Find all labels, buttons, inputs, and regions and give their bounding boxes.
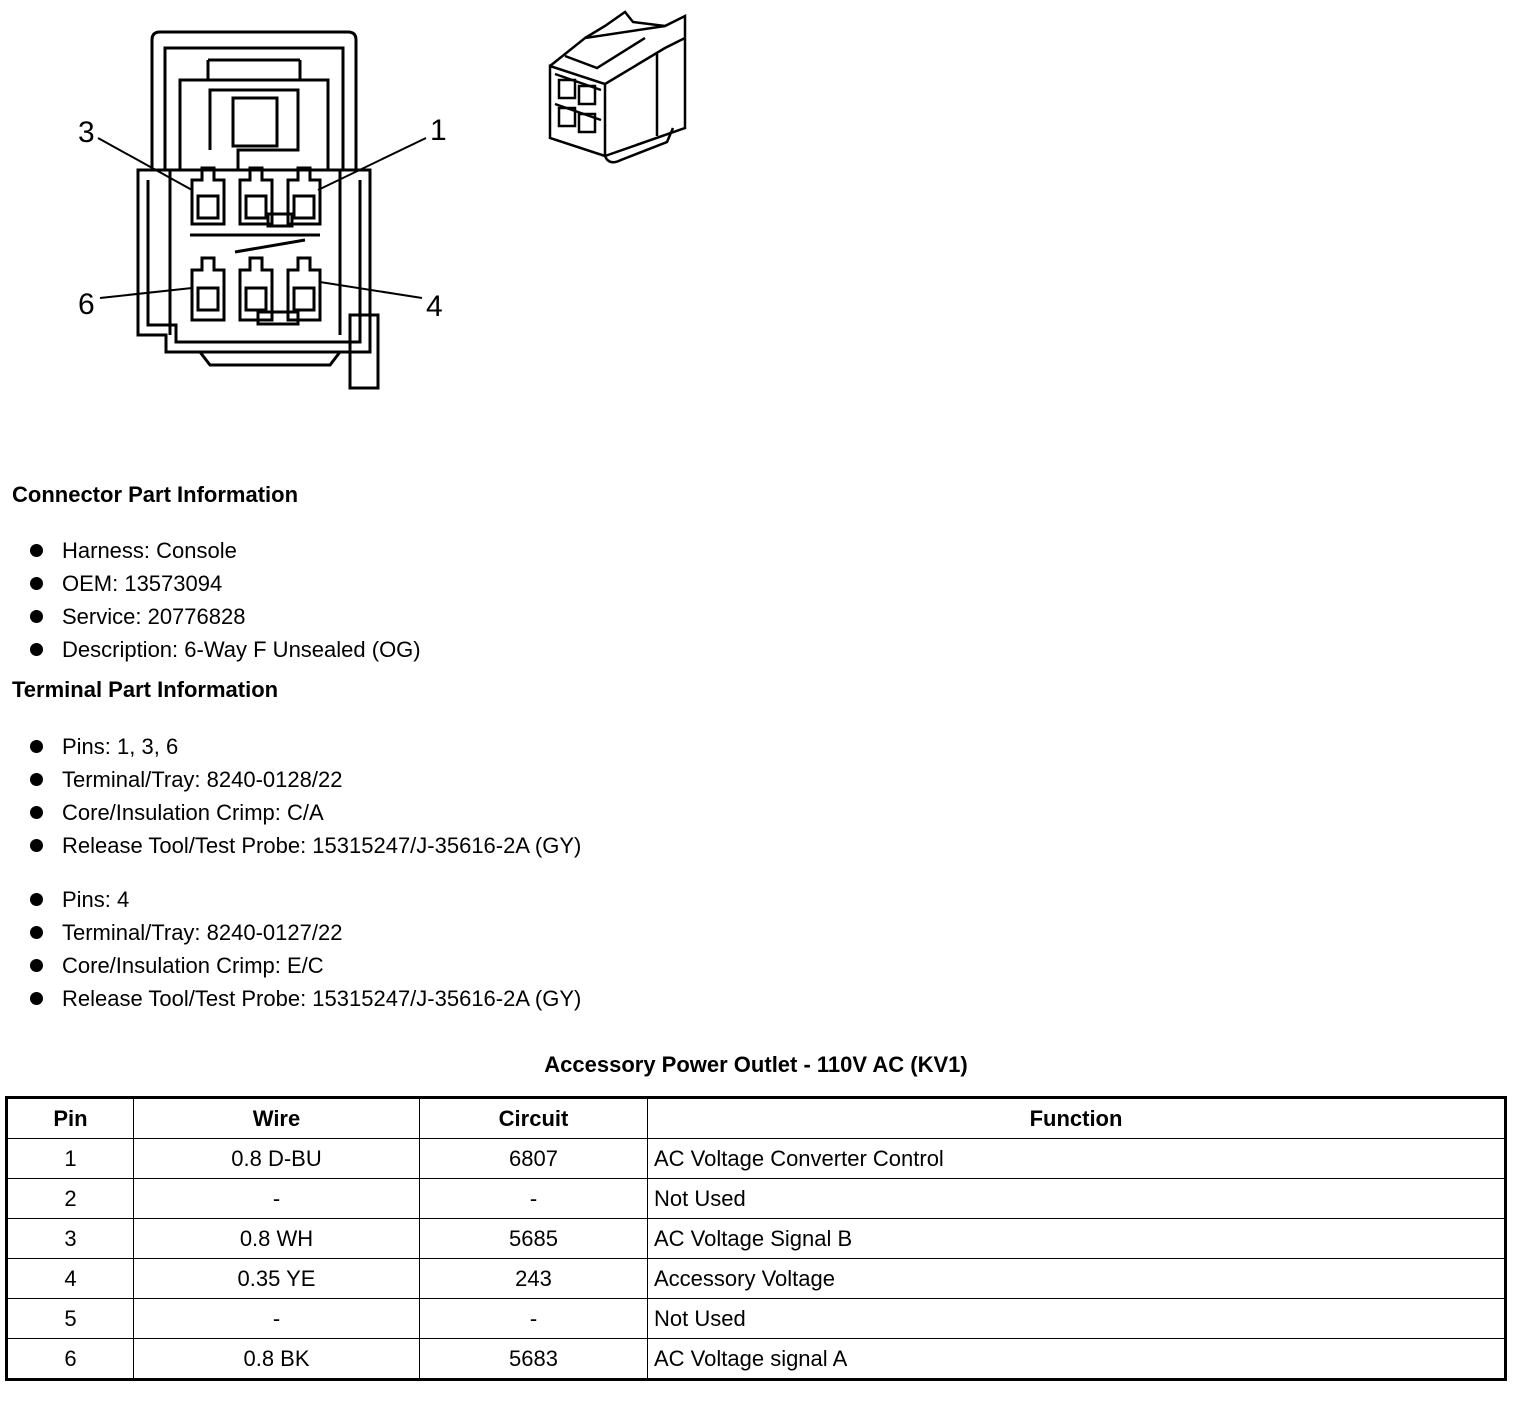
- pin-label-1: 1: [430, 114, 447, 147]
- list-item: Service: 20776828: [30, 600, 421, 633]
- pinout-table: [5, 1096, 1507, 1381]
- list-item: Core/Insulation Crimp: C/A: [30, 796, 581, 829]
- cell-pin: 5: [7, 1299, 134, 1339]
- cell-wire: 0.35 YE: [134, 1259, 420, 1299]
- table-row: [7, 1339, 1506, 1380]
- cell-function: AC Voltage signal A: [648, 1339, 1506, 1380]
- table-row: [7, 1219, 1506, 1259]
- cell-circuit: 6807: [420, 1139, 648, 1179]
- terminal-part-heading: Terminal Part Information: [12, 677, 279, 702]
- pin-label-6: 6: [78, 288, 95, 321]
- table-row: [7, 1259, 1506, 1299]
- connector-part-heading: Connector Part Information: [12, 482, 299, 507]
- cell-circuit: 5683: [420, 1339, 648, 1380]
- terminal-part-list-2: [30, 883, 581, 1015]
- table-header-row: [7, 1098, 1506, 1139]
- terminal-part-list-1: [30, 730, 581, 862]
- list-item: OEM: 13573094: [30, 567, 421, 600]
- table-row: [7, 1299, 1506, 1339]
- cell-function: AC Voltage Signal B: [648, 1219, 1506, 1259]
- list-item: Release Tool/Test Probe: 15315247/J-35616-2A (GY): [30, 982, 581, 1015]
- table-row: [7, 1179, 1506, 1219]
- cell-circuit: -: [420, 1299, 648, 1339]
- cell-circuit: 243: [420, 1259, 648, 1299]
- cell-circuit: -: [420, 1179, 648, 1219]
- header-function: Function: [648, 1098, 1506, 1139]
- cell-wire: -: [134, 1299, 420, 1339]
- list-item: Core/Insulation Crimp: E/C: [30, 949, 581, 982]
- list-item: Release Tool/Test Probe: 15315247/J-35616-2A (GY): [30, 829, 581, 862]
- cell-pin: 2: [7, 1179, 134, 1219]
- header-wire: Wire: [134, 1098, 420, 1139]
- cell-function: Accessory Voltage: [648, 1259, 1506, 1299]
- list-item: Pins: 4: [30, 883, 581, 916]
- cell-function: Not Used: [648, 1179, 1506, 1219]
- cell-pin: 6: [7, 1339, 134, 1380]
- table-caption: Accessory Power Outlet - 110V AC (KV1): [544, 1052, 968, 1077]
- list-item: Pins: 1, 3, 6: [30, 730, 581, 763]
- header-circuit: Circuit: [420, 1098, 648, 1139]
- cell-pin: 1: [7, 1139, 134, 1179]
- cell-wire: 0.8 BK: [134, 1339, 420, 1380]
- table-row: [7, 1139, 1506, 1179]
- cell-wire: 0.8 D-BU: [134, 1139, 420, 1179]
- header-pin: Pin: [7, 1098, 134, 1139]
- cell-pin: 3: [7, 1219, 134, 1259]
- cell-function: Not Used: [648, 1299, 1506, 1339]
- cell-wire: 0.8 WH: [134, 1219, 420, 1259]
- connector-part-list: [30, 534, 421, 666]
- list-item: Terminal/Tray: 8240-0127/22: [30, 916, 581, 949]
- connector-isometric-image: [545, 8, 695, 168]
- cell-pin: 4: [7, 1259, 134, 1299]
- pin-label-4: 4: [426, 290, 443, 323]
- list-item: Harness: Console: [30, 534, 421, 567]
- cell-wire: -: [134, 1179, 420, 1219]
- cell-function: AC Voltage Converter Control: [648, 1139, 1506, 1179]
- connector-face-diagram: [70, 20, 470, 400]
- cell-circuit: 5685: [420, 1219, 648, 1259]
- list-item: Description: 6-Way F Unsealed (OG): [30, 633, 421, 666]
- pin-label-3: 3: [78, 116, 95, 149]
- list-item: Terminal/Tray: 8240-0128/22: [30, 763, 581, 796]
